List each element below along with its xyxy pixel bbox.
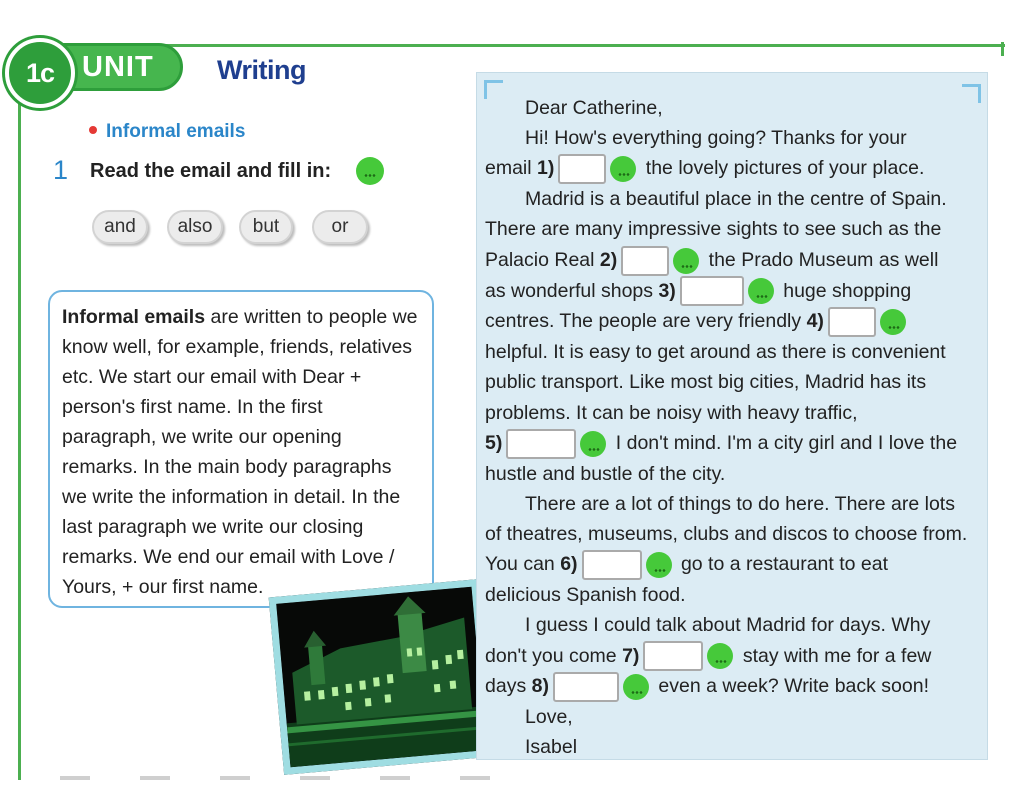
email-line: Hi! How's everything going? Thanks for your bbox=[525, 127, 907, 150]
email-line: hustle and bustle of the city. bbox=[485, 462, 726, 485]
madrid-photo bbox=[269, 579, 494, 775]
gap-1[interactable] bbox=[558, 154, 636, 184]
email-line bbox=[485, 671, 983, 702]
email-text: You can bbox=[485, 553, 555, 576]
email-greeting: Dear Catherine, bbox=[525, 97, 663, 119]
gap-number-7: 7) bbox=[622, 644, 640, 667]
gap-7[interactable] bbox=[643, 641, 733, 671]
exercise-number: 1 bbox=[53, 155, 69, 185]
answer-box[interactable] bbox=[582, 550, 642, 580]
answer-box[interactable] bbox=[621, 246, 669, 276]
word-chip-also[interactable]: also bbox=[167, 210, 223, 244]
gap-number-5: 5) bbox=[485, 431, 503, 454]
answer-box[interactable] bbox=[828, 307, 876, 337]
exercise-instruction: Read the email and fill in: bbox=[90, 160, 332, 182]
email-closing: Love, bbox=[525, 706, 573, 729]
email-text: stay with me for a few bbox=[742, 644, 932, 667]
gap-number-1: 1) bbox=[537, 157, 555, 180]
gap-6[interactable] bbox=[582, 550, 672, 580]
email-line bbox=[485, 245, 983, 276]
email-text: email bbox=[485, 157, 532, 180]
answer-dot-icon bbox=[610, 156, 636, 182]
word-chip-and[interactable]: and bbox=[92, 210, 148, 244]
email-line: There are a lot of things to do here. There are lots bbox=[525, 492, 955, 515]
gap-8[interactable] bbox=[553, 672, 649, 702]
email-line bbox=[485, 549, 983, 580]
email-text: days bbox=[485, 675, 527, 698]
madrid-palace-night-photo-icon bbox=[276, 587, 486, 767]
email-line: problems. It can be noisy with heavy traffic, bbox=[485, 401, 858, 424]
gap-2[interactable] bbox=[621, 246, 699, 276]
header-rule bbox=[40, 44, 1005, 47]
email-text: the Prado Museum as well bbox=[708, 248, 939, 271]
answer-dot-icon bbox=[356, 157, 384, 185]
email-line bbox=[485, 641, 983, 672]
gap-4[interactable] bbox=[828, 307, 906, 337]
email-text: don't you come bbox=[485, 644, 617, 667]
email-line: Madrid is a beautiful place in the centre of Spain. bbox=[525, 188, 947, 211]
section-title: Writing bbox=[217, 55, 306, 85]
page-bottom-decoration bbox=[60, 776, 540, 780]
email-text: centres. The people are very friendly bbox=[485, 310, 802, 333]
answer-box[interactable] bbox=[643, 641, 703, 671]
email-line bbox=[485, 276, 983, 307]
email-text: the lovely pictures of your place. bbox=[645, 157, 925, 180]
email-text: I don't mind. I'm a city girl and I love the bbox=[615, 431, 958, 454]
email-line bbox=[485, 153, 983, 184]
gap-number-2: 2) bbox=[599, 248, 618, 271]
answer-dot-icon bbox=[646, 552, 672, 578]
info-box bbox=[48, 290, 434, 608]
answer-box[interactable] bbox=[558, 154, 606, 184]
email-text: Palacio Real bbox=[485, 248, 595, 271]
topic-label: Informal emails bbox=[106, 121, 246, 142]
answer-box[interactable] bbox=[680, 276, 744, 306]
email-signature: Isabel bbox=[525, 736, 578, 759]
exercise-answer-dot[interactable] bbox=[356, 157, 384, 190]
email-line bbox=[485, 306, 983, 337]
gap-number-6: 6) bbox=[560, 553, 578, 576]
email-text: go to a restaurant to eat bbox=[680, 553, 889, 576]
email-text: as wonderful shops bbox=[485, 279, 654, 302]
email-line bbox=[485, 428, 983, 459]
bullet-icon bbox=[89, 126, 97, 134]
gap-3[interactable] bbox=[680, 276, 774, 306]
email-body bbox=[485, 93, 983, 763]
email-line: There are many impressive sights to see such as the bbox=[485, 218, 942, 241]
email-line: delicious Spanish food. bbox=[485, 584, 686, 607]
answer-dot-icon bbox=[623, 674, 649, 700]
answer-box[interactable] bbox=[553, 672, 619, 702]
word-chip-or[interactable]: or bbox=[312, 210, 368, 244]
email-line: public transport. Like most big cities, Madrid has its bbox=[485, 371, 927, 394]
gap-number-3: 3) bbox=[658, 279, 676, 302]
info-box-text: are written to people we know well, for example, friends, relatives etc. We start our email with Dear + person's first name. In the first paragraph, we write our opening remarks. In the main body paragraphs we write the information in detail. In the last paragraph we write our closing remarks. We end our email with Love / Yours, + our first name. bbox=[62, 306, 418, 598]
gap-number-4: 4) bbox=[806, 310, 824, 333]
header-rule-end bbox=[1001, 42, 1004, 56]
answer-dot-icon bbox=[673, 248, 699, 274]
email-line: helpful. It is easy to get around as there is convenient bbox=[485, 341, 946, 364]
info-box-lead: Informal emails bbox=[62, 306, 206, 328]
answer-dot-icon bbox=[880, 309, 906, 335]
gap-number-8: 8) bbox=[531, 675, 549, 698]
email-text: huge shopping bbox=[783, 279, 912, 302]
email-line: I guess I could talk about Madrid for days. Why bbox=[525, 614, 931, 637]
answer-dot-icon bbox=[707, 643, 733, 669]
gap-5[interactable] bbox=[506, 429, 606, 459]
email-line: of theatres, museums, clubs and discos to choose from. bbox=[485, 523, 968, 546]
page-margin-rule bbox=[18, 90, 21, 780]
unit-label: UNIT bbox=[55, 43, 183, 91]
word-chip-but[interactable]: but bbox=[239, 210, 293, 244]
unit-number-badge: 1c bbox=[5, 38, 75, 108]
answer-box[interactable] bbox=[506, 429, 576, 459]
answer-dot-icon bbox=[580, 431, 606, 457]
answer-dot-icon bbox=[748, 278, 774, 304]
email-text: even a week? Write back soon! bbox=[658, 675, 930, 698]
